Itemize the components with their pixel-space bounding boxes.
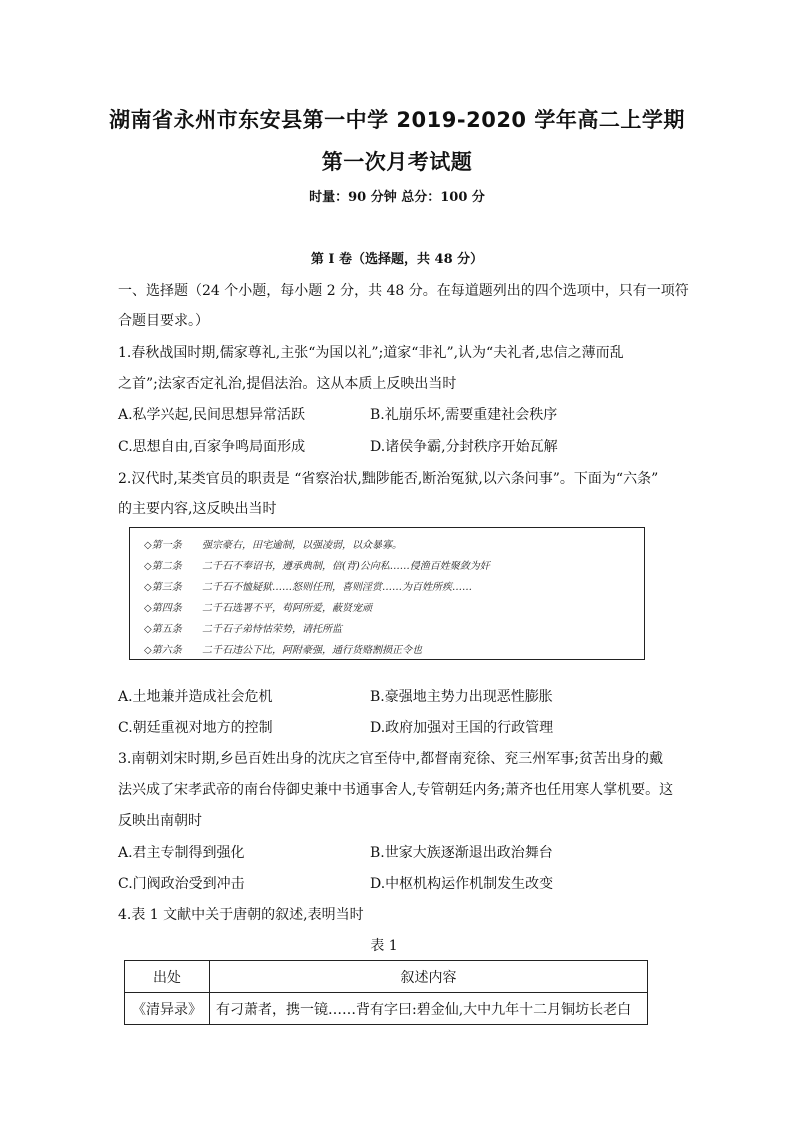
article-4: ◇第四条 二千石选署不平，苟阿所爱，蔽贤宠顽 [144, 603, 372, 614]
header-content: 叙述内容 [210, 961, 648, 993]
q1-stem-line2: 之首”;法家否定礼治,提倡法治。这从本质上反映出当时 [118, 376, 457, 392]
article-5: ◇第五条 二千石子弟恃怙荣势，请托所监 [144, 624, 342, 635]
six-articles-box [129, 527, 645, 660]
q3-stem-line1: 3.南朝刘宋时期,乡邑百姓出身的沈庆之官至侍中,都督南兖徐、兖三州军事;贫苦出身的戴 [118, 751, 663, 767]
q2-option-d: D.政府加强对王国的行政管理 [370, 720, 554, 736]
exam-meta: 时量：90 分钟 总分：100 分 [309, 190, 485, 205]
source-table [124, 960, 648, 1025]
title-line1: 湖南省永州市东安县第一中学 2019-2020 学年高二上学期 [109, 108, 685, 132]
q3-stem-line2: 法兴成了宋孝武帝的南台侍御史兼中书通事舍人,专管朝廷内务;萧齐也任用寒人掌机要。这 [118, 782, 674, 798]
q2-option-a: A.土地兼并造成社会危机 [118, 689, 273, 705]
section-title: 第 I 卷（选择题，共 48 分） [310, 252, 484, 267]
q1-option-d: D.诸侯争霸,分封秩序开始瓦解 [370, 439, 558, 455]
q2-option-c: C.朝廷重视对地方的控制 [118, 720, 273, 736]
q4-stem-line1: 4.表 1 文献中关于唐朝的叙述,表明当时 [118, 907, 364, 923]
instruction-line1: 一、选择题（24 个小题，每小题 2 分，共 48 分。在每道题列出的四个选项中，只有一项符 [118, 283, 689, 299]
cell-source: 《清异录》 [125, 993, 210, 1025]
q1-option-a: A.私学兴起,民间思想异常活跃 [118, 407, 306, 423]
q3-option-d: D.中枢机构运作机制发生改变 [370, 876, 554, 892]
article-1: ◇第一条 强宗豪右，田宅逾制，以强凌弱，以众暴寡。 [144, 540, 402, 551]
instruction-line2: 合题目要求。） [118, 313, 209, 329]
q3-option-c: C.门阀政治受到冲击 [118, 876, 245, 892]
article-6: ◇第六条 二千石违公下比，阿附豪强，通行货赂割损正令也 [144, 645, 422, 656]
q1-stem-line1: 1.春秋战国时期,儒家尊礼,主张“为国以礼”;道家“非礼”,认为“夫礼者,忠信之薄而乱 [118, 345, 624, 361]
cell-content: 有刁萧者，携一镜……背有字曰:碧金仙,大中九年十二月铜坊长老白 [210, 993, 648, 1025]
q3-option-b: B.世家大族逐渐退出政治舞台 [370, 845, 553, 861]
q2-stem-line1: 2.汉代时,某类官员的职责是 “省察治状,黜陟能否,断治冤狱,以六条问事”。下面为“六条” [118, 471, 659, 487]
q2-stem-line2: 的主要内容,这反映出当时 [118, 501, 277, 517]
q1-option-b: B.礼崩乐坏,需要重建社会秩序 [370, 407, 558, 423]
table-caption: 表 1 [370, 938, 398, 954]
table-header-row [125, 961, 648, 993]
header-source: 出处 [125, 961, 210, 993]
q3-stem-line3: 反映出南朝时 [118, 813, 202, 829]
q3-option-a: A.君主专制得到强化 [118, 845, 245, 861]
table-row [125, 993, 648, 1025]
q2-option-b: B.豪强地主势力出现恶性膨胀 [370, 689, 553, 705]
article-2: ◇第二条 二千石不奉诏书，遵承典制，倍(背)公向私……侵渔百姓聚敛为奸 [144, 561, 490, 572]
q1-option-c: C.思想自由,百家争鸣局面形成 [118, 439, 306, 455]
article-3: ◇第三条 二千石不恤疑狱……怒则任刑，喜则淫赏……为百姓所疾…… [144, 582, 472, 593]
title-line2: 第一次月考试题 [321, 150, 473, 174]
